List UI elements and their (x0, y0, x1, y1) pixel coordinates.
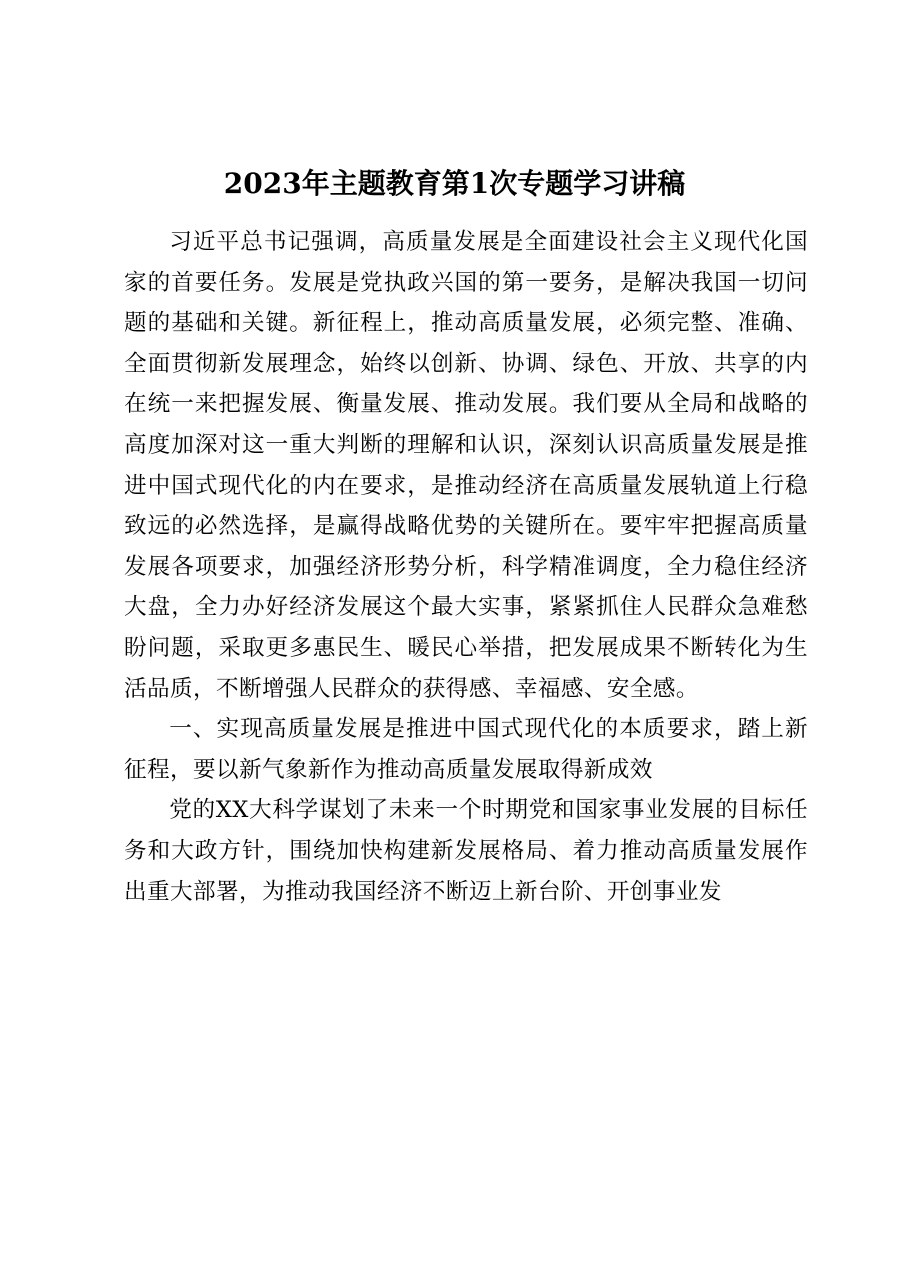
paragraph-section-body: 党的XX大科学谋划了未来一个时期党和国家事业发展的目标任务和大政方针，围绕加快构建新发展格局、着力推动高质量发展作出重大部署，为推动我国经济不断迈上新台阶、开创事业发 (124, 797, 808, 905)
document-title: 2023年主题教育第1次专题学习讲稿 (223, 167, 686, 200)
paragraph-section-heading: 一、实现高质量发展是推进中国式现代化的本质要求，踏上新征程，要以新气象新作为推动高质量发展取得新成效 (124, 716, 808, 783)
document-body (124, 222, 808, 912)
paragraph-intro: 习近平总书记强调，高质量发展是全面建设社会主义现代化国家的首要任务。发展是党执政兴国的第一要务，是解决我国一切问题的基础和关键。新征程上，推动高质量发展，必须完整、准确、全面贯彻新发展理念，始终以创新、协调、绿色、开放、共享的内在统一来把握发展、衡量发展、推动发展。我们要从全局和战略的高度加深对这一重大判断的理解和认识，深刻认识高质量发展是推进中国式现代化的内在要求，是推动经济在高质量发展轨道上行稳致远的必然选择，是赢得战略优势的关键所在。要牢牢把握高质量发展各项要求，加强经济形势分析，科学精准调度，全力稳住经济大盘，全力办好经济发展这个最大实事，紧紧抓住人民群众急难愁盼问题，采取更多惠民生、暖民心举措，把发展成果不断转化为生活品质，不断增强人民群众的获得感、幸福感、安全感。 (124, 229, 808, 702)
